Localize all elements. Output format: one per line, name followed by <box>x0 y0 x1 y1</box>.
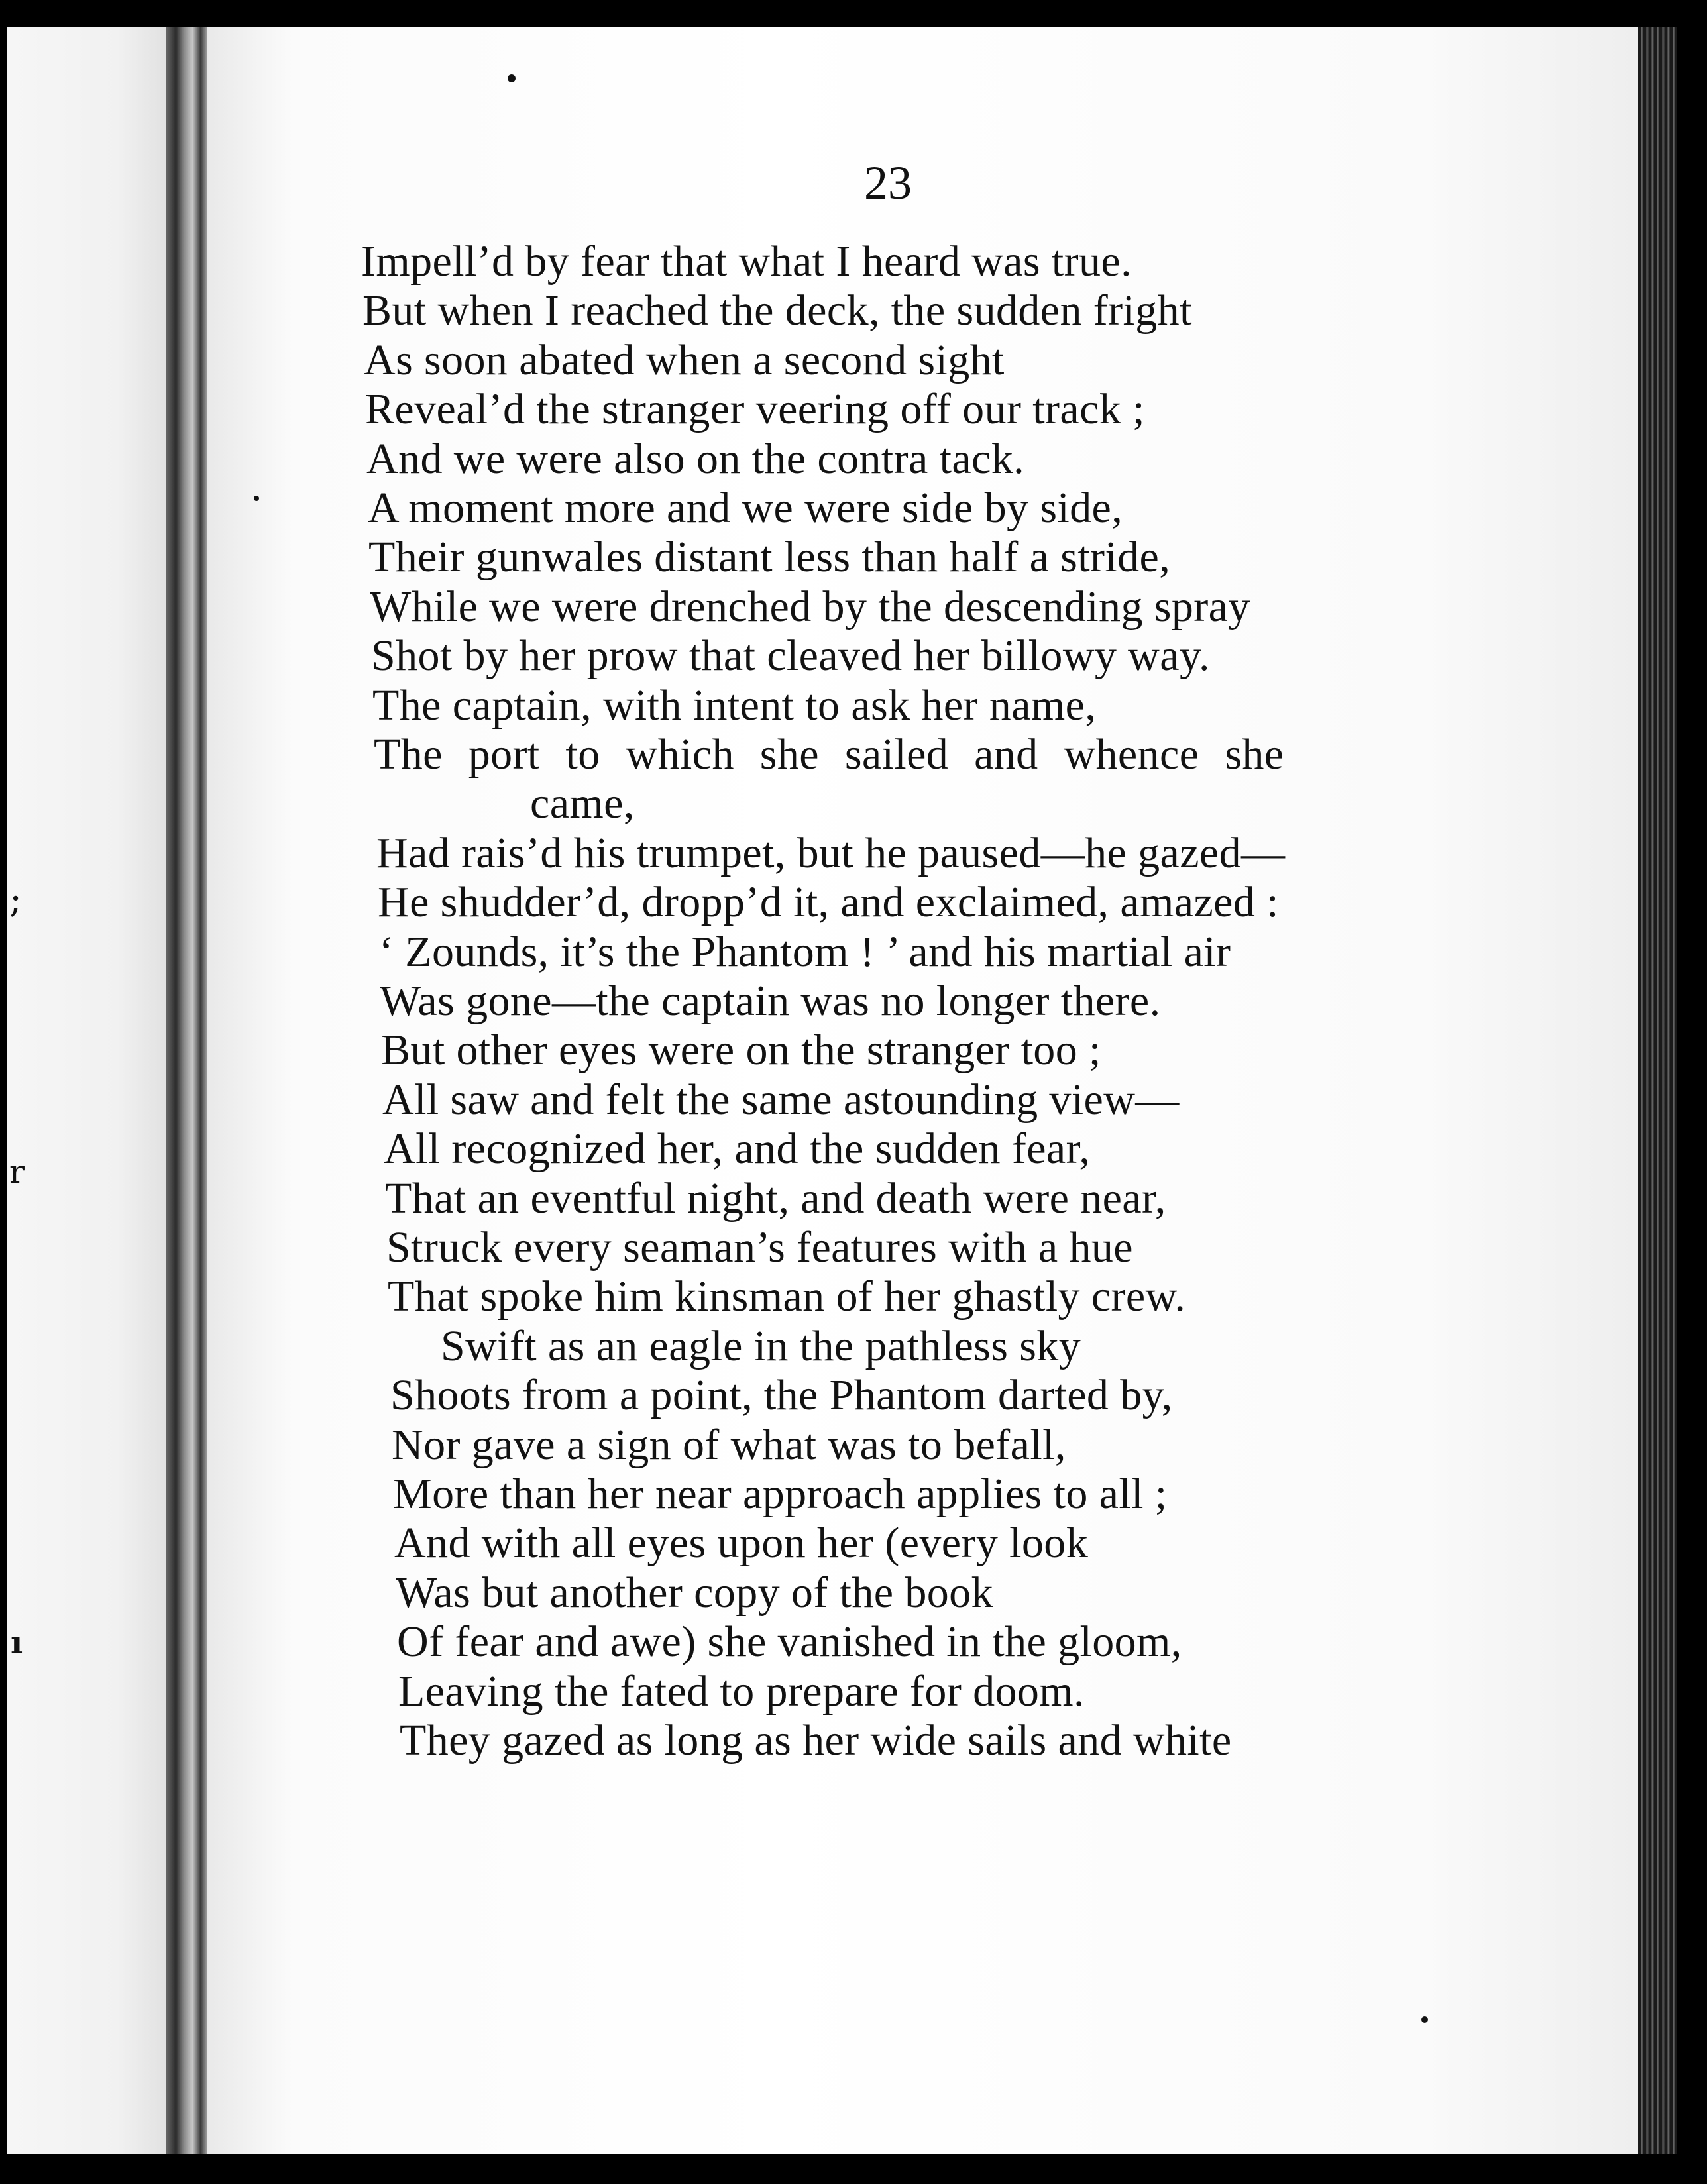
poem-line: A moment more and we were side by side, <box>368 484 1123 532</box>
poem-line: He shudder’d, dropp’d it, and exclaimed, amazed : <box>378 878 1279 926</box>
poem-line: The port to which she sailed and whence she <box>374 730 1284 779</box>
poem-line: And with all eyes upon her (every look <box>394 1519 1089 1567</box>
poem-line: All saw and felt the same astounding view— <box>382 1075 1180 1124</box>
left-page-mark: ı <box>11 1624 23 1661</box>
poem-line: And we were also on the contra tack. <box>366 435 1025 483</box>
left-page-mark: r <box>9 1154 25 1191</box>
poem-line: Nor gave a sign of what was to befall, <box>392 1421 1066 1469</box>
poem-line: They gazed as long as her wide sails and white <box>400 1716 1232 1765</box>
poem-line: More than her near approach applies to all ; <box>393 1470 1168 1518</box>
poem-line: As soon abated when a second sight <box>364 336 1005 384</box>
poem-line: Leaving the fated to prepare for doom. <box>398 1667 1085 1716</box>
poem-line: Shoots from a point, the Phantom darted by, <box>390 1371 1173 1419</box>
poem-line: Shot by her prow that cleaved her billowy way. <box>371 631 1210 680</box>
poem-line: Their gunwales distant less than half a stride, <box>368 533 1171 581</box>
poem-line: But when I reached the deck, the sudden fright <box>362 286 1192 335</box>
poem-line: Struck every seaman’s features with a hue <box>386 1223 1133 1272</box>
poem-line: Impell’d by fear that what I heard was true. <box>361 237 1132 286</box>
poem-line: Was but another copy of the book <box>396 1568 993 1617</box>
poem-line: Reveal’d the stranger veering off our track ; <box>365 385 1145 433</box>
poem-line: Was gone—the captain was no longer there. <box>380 977 1161 1025</box>
poem-line: Of fear and awe) she vanished in the gloom, <box>397 1617 1182 1666</box>
poem-line: That spoke him kinsman of her ghastly crew. <box>388 1272 1186 1321</box>
left-page-mark: ; <box>9 878 22 921</box>
poem-line: But other eyes were on the stranger too ; <box>381 1026 1101 1074</box>
poem-line: That an eventful night, and death were near, <box>385 1174 1166 1223</box>
poem-line: came, <box>530 779 635 828</box>
poem-line: All recognized her, and the sudden fear, <box>384 1124 1091 1173</box>
poem-line: Had rais’d his trumpet, but he paused—he gazed— <box>376 829 1286 877</box>
poem-line: While we were drenched by the descending spray <box>370 582 1250 631</box>
poem-line: ‘ Zounds, it’s the Phantom ! ’ and his martial air <box>379 928 1231 976</box>
poem-line: The captain, with intent to ask her name, <box>372 681 1097 730</box>
page-number: 23 <box>864 156 912 209</box>
poem-line: Swift as an eagle in the pathless sky <box>441 1322 1081 1370</box>
